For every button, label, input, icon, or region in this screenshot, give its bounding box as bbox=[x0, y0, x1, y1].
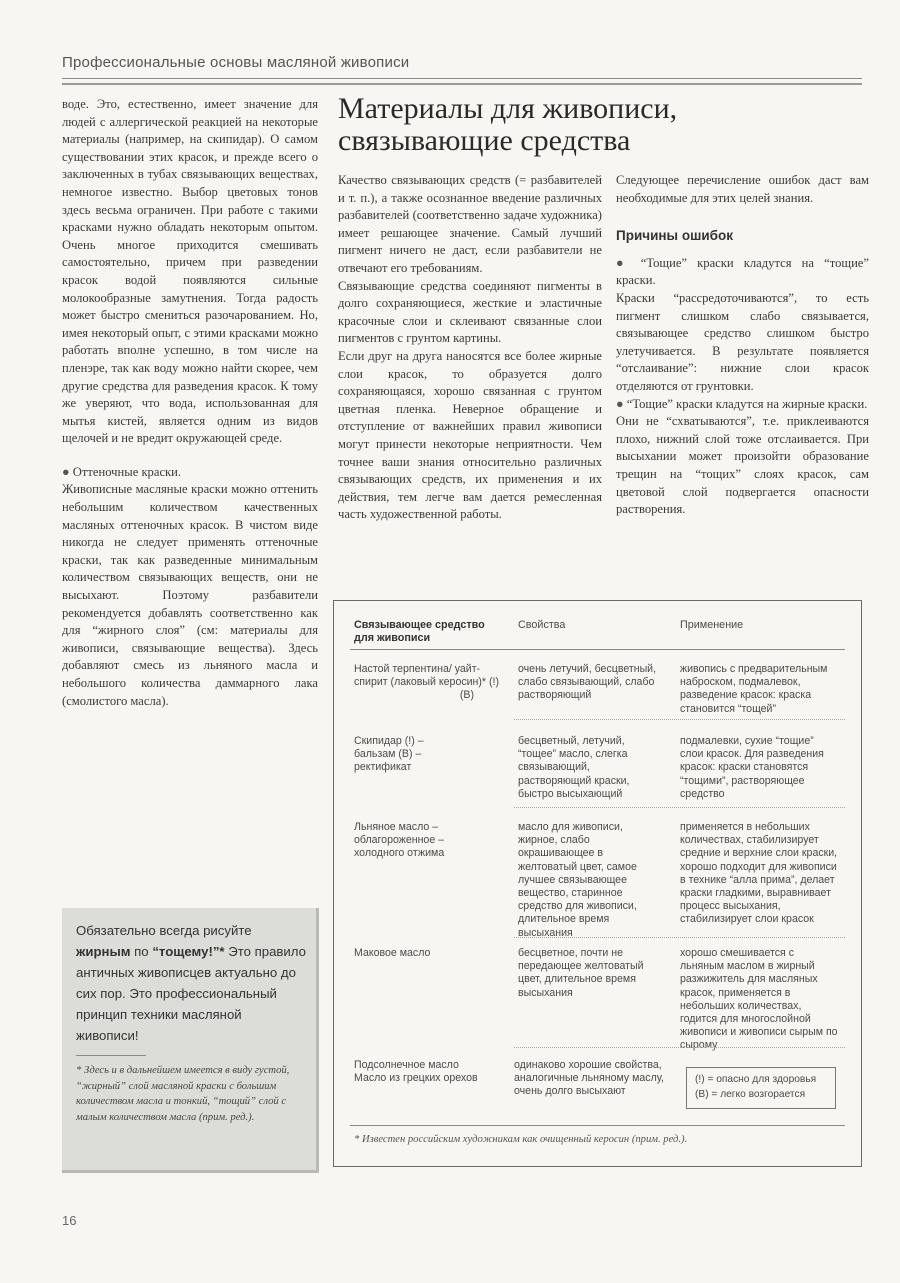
bullet-icon: ● bbox=[616, 255, 641, 270]
paragraph: Они не “схватываются”, т.е. приклеиваются плохо, нижний слой тоже отслаивается. При высыхании может произойти образование трещин на “тощих” слоях красок, сам цветовой слой подвергается опасности растворения. bbox=[616, 414, 869, 517]
footnote-rule bbox=[350, 1125, 845, 1126]
header-rule-thick bbox=[62, 83, 862, 85]
table-cell: очень летучий, бесцветный, слабо связывающий, слабо растворяющий bbox=[518, 663, 657, 702]
paragraph: воде. Это, естественно, имеет значение для людей с аллергической реакцией на некоторые материалы (например, на скипидар). О самом существовании этих красок, и прежде всего о заключенных в тубах связывающих веществах, немногое известно. Выбор цветовых тонов здесь весьма ограничен. При работе с такими красками нужно обладать некоторым опытом. Очень многое приходится смешивать самостоятельно, причем при разведении красок водой появляются сильные молокообразные замутнения. Тогда радость может быстро смениться разочарованием. Но, имея некоторый опыт, с этими красками можно работать вполне успешно, в том числе на пленэре, так как воду можно найти скорее, чем другие средства для разведения красок. К тому же уверяют, что вода, использованная для мытья кистей, является одним из видов щелочей и не вредит окружающей среде. bbox=[62, 97, 318, 446]
row-rule bbox=[514, 937, 845, 938]
section-subheading: Причины ошибок bbox=[616, 228, 733, 244]
table-cell: Скипидар (!) – бальзам (В) – ректификат bbox=[354, 735, 424, 774]
table-header-properties: Свойства bbox=[518, 619, 566, 631]
page-number: 16 bbox=[62, 1213, 77, 1228]
table-cell: бесцветный, летучий, “тощее” масло, слегка связывающий, растворяющий краски, быстро высыхающий bbox=[518, 735, 630, 800]
bullet-heading bbox=[62, 464, 318, 482]
table-cell: Льняное масло – облагороженное – холодного отжима bbox=[354, 821, 445, 860]
table-cell: применяется в небольших количествах, стабилизирует средние и верхние слои краски, хорошо подходит для живописи в технике “алла прима”, делает краски гладкими, выравнивает процесс высыхания, стабилизирует слои красок bbox=[680, 821, 838, 926]
paragraph: Связывающие средства соединяют пигменты в долго сохраняющиеся, жесткие и эластичные красочные слои и склеивают связанные слои пигментов с грунтом картины. bbox=[338, 278, 602, 346]
tip-footnote: * Здесь и в дальнейшем имеется в виду густой, “жирный” слой масляной краски с большим количеством масла и тонкий, “тощий” слой с малым количеством масла (прим. ред.). bbox=[76, 1065, 290, 1123]
tip-box bbox=[62, 908, 319, 1173]
legend-box bbox=[686, 1067, 836, 1109]
legend-health: (!) = опасно для здоровья bbox=[695, 1074, 817, 1085]
running-head: Профессиональные основы масляной живописи bbox=[62, 54, 410, 71]
bullet-item: ● “Тощие” краски кладутся на “тощие” краски. bbox=[616, 255, 869, 288]
tip-text: Обязательно всегда рисуйте жирным по “тощему!”* Это правило античных живописцев актуально до сих пор. Это профессиональный принцип техники масляной живописи! bbox=[76, 923, 306, 1043]
row-rule bbox=[514, 719, 845, 720]
row-rule bbox=[514, 1047, 845, 1048]
column-middle bbox=[338, 172, 602, 524]
bullet-icon: ● bbox=[62, 464, 73, 479]
paragraph: Качество связывающих средств (= разбавителей и т. п.), а также осознанное введение различных разбавителей (соответственно задаче художника) имеет решающее значение. Самый лучший пигмент ничего не даст, если разбавители не отвечают его требованиям. bbox=[338, 173, 602, 275]
column-left bbox=[62, 96, 318, 710]
table-header-rule bbox=[350, 649, 845, 650]
table-cell: одинаково хорошие свойства, аналогичные льняному маслу, очень долго высыхают bbox=[514, 1059, 664, 1098]
bullet-item: ● “Тощие” краски кладутся на жирные краски. bbox=[616, 396, 868, 411]
table-header-usage: Применение bbox=[680, 619, 744, 631]
table-cell: хорошо смешивается с льняным маслом в жирный разжижитель для масляных красок, применяется в небольших количествах, годится для многослойной живописи и живописи сырым по сырому bbox=[680, 947, 838, 1052]
binders-table bbox=[333, 600, 862, 1167]
page-title: Материалы для живописи, связывающие средства bbox=[338, 92, 678, 157]
table-cell: живопись с предварительным наброском, подмалевок, разведение красок: краска становится “тощей” bbox=[680, 663, 828, 715]
table-cell: Маковое масло bbox=[354, 947, 431, 959]
paragraph: Если друг на друга наносятся все более жирные слои красок, то образуется долго сохраняющаяся, хорошо связанная с грунтом цветная пленка. Неверное обращение и отступление от важнейших правил живописи могут принести некоторые неприятности. Чем точнее ваши знания относительно различных связывающих средств, их применения и их действия, тем легче вам дается ремесленная часть художественной работы. bbox=[338, 348, 602, 522]
table-footnote: * Известен российским художникам как очищенный керосин (прим. ред.). bbox=[354, 1134, 688, 1145]
table-cell: Подсолнечное масло Масло из грецких орехов bbox=[354, 1059, 478, 1085]
row-rule bbox=[514, 807, 845, 808]
paragraph: Живописные масляные краски можно оттенить небольшим количеством качественных масляных оттеночных красок. В чистом виде никогда не следует применять оттеночные краски, так как разведенные минимальным количеством связывающих веществ, они не высыхают. Поэтому разбавители рекомендуется добавлять соответственно как для “жирного слоя” (см: материалы для живописи, связывающие вещества). Здесь добавляют смесь из льняного масла и небольшого количества даммарного лака (смолистого масла). bbox=[62, 482, 318, 708]
table-cell: подмалевки, сухие “тощие” слои красок. Для разведения красок: краски становятся “тощими”, растворяющее средство bbox=[680, 735, 824, 800]
column-right bbox=[616, 172, 869, 519]
paragraph: Следующее перечисление ошибок даст вам необходимые для этих целей знания. bbox=[616, 173, 869, 205]
header-rule bbox=[62, 78, 862, 79]
table-cell: Настой терпентина/ уайт-спирит (лаковый керосин)* (!) (В) bbox=[354, 663, 499, 702]
table-cell: масло для живописи, жирное, слабо окрашивающее в желтоватый цвет, самое лучшее связывающее вещество, старинное средство для живописи, длительное время высыхания bbox=[518, 821, 637, 939]
tip-rule bbox=[76, 1055, 146, 1056]
legend-flammable: (В) = легко возгорается bbox=[695, 1089, 806, 1100]
paragraph: Краски “рассредоточиваются”, то есть пигмент слишком слабо связывается, связывающее средство слишком быстро улетучивается. В результате появляется “отслаивание”: нижние слои красок отделяются от грунтовки. bbox=[616, 290, 869, 393]
bullet-text: Оттеночные краски. bbox=[72, 464, 182, 479]
bullet-icon: ● bbox=[616, 396, 627, 411]
table-header-binder: Связывающее средство для живописи bbox=[354, 619, 485, 645]
table-cell: бесцветное, почти не передающее желтоватый цвет, длительное время высыхания bbox=[518, 947, 644, 999]
